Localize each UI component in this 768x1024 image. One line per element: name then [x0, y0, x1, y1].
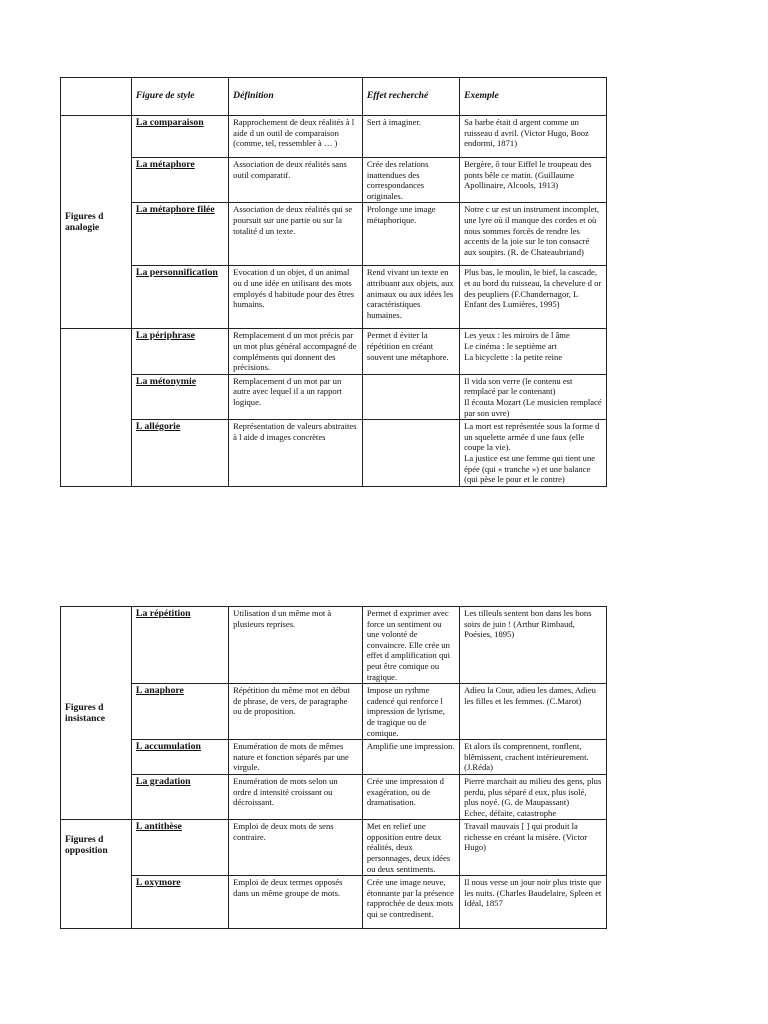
figure-name: La gradation: [131, 774, 228, 819]
group-label: Figures d insistance: [61, 607, 132, 820]
figure-example: Pierre marchait au milieu des gens, plus perdu, plus séparé d eux, plus isolé, plus noyé. (G. de Maupassant) Echec, défaite, catastrophe: [460, 774, 607, 819]
figure-definition: Représentation de valeurs abstraites à l aide d images concrètes: [229, 420, 363, 487]
table-row: [61, 420, 607, 487]
figure-example: La mort est représentée sous la forme d un squelette armée d une faux (elle coupe la vie). La justice est une femme qui tient une épée (qui « tranche ») et une balance (qui pèse le pour et le contre): [460, 420, 607, 487]
figure-definition: Utilisation d un même mot à plusieurs reprises.: [229, 607, 363, 684]
table-row: [61, 876, 607, 929]
figures-analogie-table: [60, 77, 607, 487]
header-effet: Effet recherché: [362, 78, 459, 116]
header-figure: Figure de style: [131, 78, 228, 116]
figure-name: L allégorie: [131, 420, 228, 487]
figure-definition: Remplacement d un mot précis par un mot plus général accompagné de compléments qui donnent des précisions.: [229, 329, 363, 374]
table-row: [61, 740, 607, 775]
figure-name: La métonymie: [131, 374, 228, 419]
figure-name: La métaphore filée: [131, 203, 228, 266]
figure-definition: Enumération de mots selon un ordre d intensité croissant ou décroissant.: [229, 774, 363, 819]
figure-effect: Amplifie une impression.: [362, 740, 459, 775]
figure-effect: Permet d exprimer avec force un sentiment ou une volonté de convaincre. Elle crée un effet d amplification qui peut être comique ou tragique.: [362, 607, 459, 684]
figure-name: La répétition: [131, 607, 228, 684]
table-row: [61, 266, 607, 329]
empty-cell: [61, 329, 132, 486]
group-label: Figures d analogie: [61, 116, 132, 329]
figure-name: La comparaison: [131, 116, 228, 158]
figure-definition: Association de deux réalités qui se poursuit sur une partie ou sur la totalité d un texte.: [229, 203, 363, 266]
figure-example: Les yeux : les miroirs de l âme Le cinéma : le septième art La bicyclette : la petite reine: [460, 329, 607, 374]
header-row: [61, 78, 607, 116]
table-row: [61, 203, 607, 266]
figure-example: Plus bas, le moulin, le bief, la cascade, et au bord du ruisseau, la chevelure d or des peupliers (F.Chandernagor, L Enfant des Lumières, 1995): [460, 266, 607, 329]
table-row: [61, 329, 607, 374]
figure-effect: Permet d éviter la répétition en créant souvent une métaphore.: [362, 329, 459, 374]
figure-effect: [362, 374, 459, 419]
figure-example: Les tilleuls sentent bon dans les bons soirs de juin ! (Arthur Rimbaud, Poésies, 1895): [460, 607, 607, 684]
table-row: [61, 774, 607, 819]
figure-name: L anaphore: [131, 684, 228, 740]
figure-definition: Emploi de deux termes opposés dans un même groupe de mots.: [229, 876, 363, 929]
figure-effect: Crée une impression d exagération, ou de dramatisation.: [362, 774, 459, 819]
figure-example: Bergère, ô tour Eiffel le troupeau des ponts bêle ce matin. (Guillaume Apollinaire, Alcools, 1913): [460, 158, 607, 203]
group-label: Figures d opposition: [61, 820, 132, 929]
figure-definition: Enumération de mots de mêmes nature et fonction séparés par une virgule.: [229, 740, 363, 775]
figure-effect: Met en relief une opposition entre deux réalités, deux personnages, deux idées ou deux sentiments.: [362, 820, 459, 876]
figure-example: Sa barbe était d argent comme un ruisseau d avril. (Victor Hugo, Booz endormi, 1871): [460, 116, 607, 158]
figure-effect: Sert à imaginer.: [362, 116, 459, 158]
table-row: [61, 607, 607, 684]
figure-effect: Prolonge une image métaphorique.: [362, 203, 459, 266]
figure-definition: Emploi de deux mots de sens contraire.: [229, 820, 363, 876]
figure-definition: Evocation d un objet, d un animal ou d une idée en utilisant des mots employés d habitude pour des êtres humains.: [229, 266, 363, 329]
table-row: [61, 684, 607, 740]
figure-effect: Crée une image neuve, étonnante par la présence rapprochée de deux mots qui se contredisent.: [362, 876, 459, 929]
figure-effect: Rend vivant un texte en attribuant aux objets, aux animaux ou aux idées les caractéristiques humaines.: [362, 266, 459, 329]
figure-effect: Crée des relations inattendues des correspondances originales.: [362, 158, 459, 203]
figure-example: Notre c ur est un instrument incomplet, une lyre où il manque des cordes et où nous sommes forcés de rendre les accents de la joie sur le ton consacré aux soupirs. (R. de Chateaubriand): [460, 203, 607, 266]
table-row: [61, 374, 607, 419]
figure-example: Adieu la Cour, adieu les dames, Adieu les filles et les femmes. (C.Marot): [460, 684, 607, 740]
figure-name: L antithèse: [131, 820, 228, 876]
figure-definition: Répétition du même mot en début de phrase, de vers, de paragraphe ou de proposition.: [229, 684, 363, 740]
header-definition: Définition: [229, 78, 363, 116]
figure-name: L accumulation: [131, 740, 228, 775]
table-row: [61, 158, 607, 203]
figure-example: Travail mauvais [ ] qui produit la richesse en créant la misère. (Victor Hugo): [460, 820, 607, 876]
figure-example: Et alors ils comprennent, ronflent, blêmissent, crachent intérieurement. (J.Réda): [460, 740, 607, 775]
figure-name: La métaphore: [131, 158, 228, 203]
figures-insistance-opposition-table: [60, 606, 607, 929]
figure-effect: [362, 420, 459, 487]
table-row: [61, 116, 607, 158]
figure-name: L oxymore: [131, 876, 228, 929]
table-row: [61, 820, 607, 876]
figure-example: Il vida son verre (le contenu est remplacé par le contenant) Il écouta Mozart (Le musicien remplacé par son uvre): [460, 374, 607, 419]
header-exemple: Exemple: [460, 78, 607, 116]
figure-example: Il nous verse un jour noir plus triste que les nuits. (Charles Baudelaire, Spleen et Idéal, 1857: [460, 876, 607, 929]
figure-definition: Rapprochement de deux réalités à l aide d un outil de comparaison (comme, tel, ressembler à … ): [229, 116, 363, 158]
figure-definition: Association de deux réalités sans outil comparatif.: [229, 158, 363, 203]
header-corner: [61, 78, 132, 116]
figure-name: La périphrase: [131, 329, 228, 374]
figure-definition: Remplacement d un mot par un autre avec lequel il a un rapport logique.: [229, 374, 363, 419]
figure-effect: Impose un rythme cadencé qui renforce l impression de lyrisme, de tragique ou de comique.: [362, 684, 459, 740]
figure-name: La personnification: [131, 266, 228, 329]
